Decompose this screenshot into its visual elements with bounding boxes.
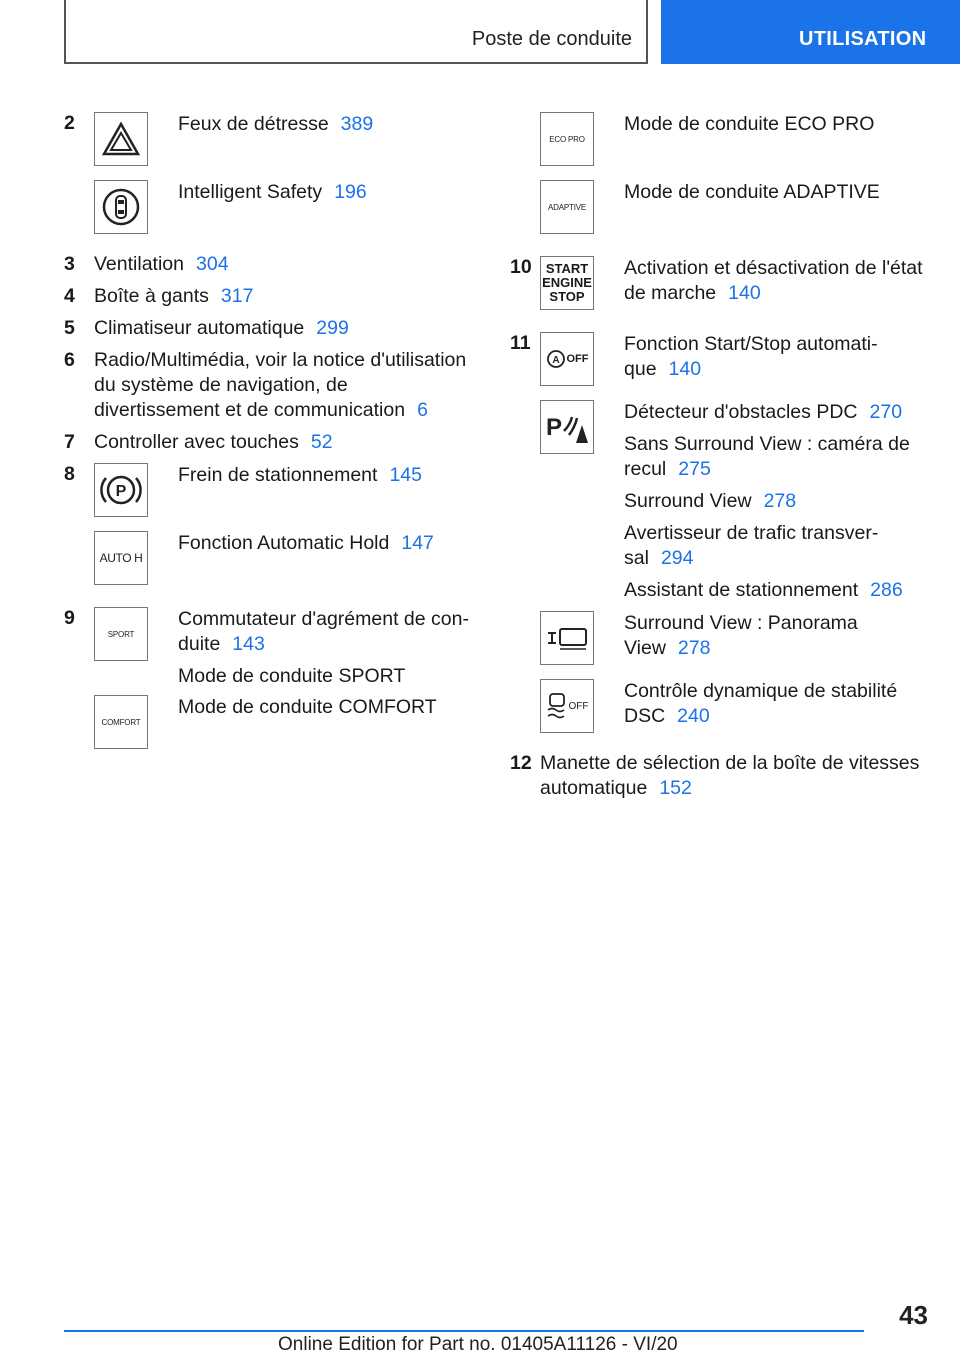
svg-text:A: A xyxy=(551,355,560,366)
icon-line: STOP xyxy=(549,289,585,304)
page-link[interactable]: 294 xyxy=(660,547,694,569)
list-item xyxy=(64,348,476,423)
list-item xyxy=(64,527,476,603)
comfort-mode-icon xyxy=(94,695,148,749)
page-link[interactable]: 140 xyxy=(668,358,702,380)
cross-traffic-label: Avertisseur de trafic transver-sal xyxy=(624,522,879,569)
surround-view-label: Surround View xyxy=(624,490,752,512)
page-link[interactable]: 6 xyxy=(417,399,428,421)
auto-hold-icon-text: AUTO H xyxy=(99,551,143,565)
start-stop-button-icon xyxy=(540,256,594,310)
page-link[interactable]: 304 xyxy=(196,253,229,275)
hazard-warning-icon xyxy=(94,112,148,166)
comfort-icon-text: COMFORT xyxy=(101,717,141,727)
list-item xyxy=(64,316,476,341)
svg-text:P: P xyxy=(546,414,563,441)
page-link[interactable]: 140 xyxy=(728,282,761,304)
left-column xyxy=(64,108,476,759)
page-link[interactable]: 278 xyxy=(763,490,797,512)
item-number: 10 xyxy=(510,256,532,278)
list-item xyxy=(510,176,930,244)
section-title: Poste de conduite xyxy=(471,28,632,50)
page-link[interactable]: 270 xyxy=(869,401,903,423)
eco-pro-icon xyxy=(540,112,594,166)
panorama-view-icon xyxy=(540,611,594,665)
item-number: 5 xyxy=(64,317,75,339)
pdc-label: Détecteur d'obstacles PDC xyxy=(624,401,858,423)
parking-brake-label: Frein de stationnement xyxy=(178,464,378,486)
list-item xyxy=(510,675,930,751)
footer-divider xyxy=(64,1330,864,1332)
footer-edition: Online Edition for Part no. 01405A11126 - VI/20 xyxy=(278,1334,678,1355)
list-item xyxy=(510,751,930,801)
glove-box-label: Boîte à gants xyxy=(94,285,209,307)
page-link[interactable]: 143 xyxy=(232,633,265,655)
gear-selector-label: Manette de sélection de la boîte de vitesses automatique xyxy=(540,752,920,799)
intelligent-safety-label: Intelligent Safety xyxy=(178,181,323,203)
page-number: 43 xyxy=(899,1300,928,1330)
list-item xyxy=(64,691,476,759)
radio-multimedia-label: Radio/Multimédia, voir la notice d'utilisation du système de navigation, de divertissement et de communication xyxy=(94,349,467,421)
rear-camera-label: Sans Surround View : caméra de recul xyxy=(624,433,910,480)
header-chapter-tab[interactable] xyxy=(661,0,960,64)
list-item xyxy=(64,176,476,244)
icon-line: ENGINE xyxy=(542,275,592,290)
list-item xyxy=(510,396,930,607)
item-number: 2 xyxy=(64,112,75,134)
park-distance-control-icon xyxy=(540,400,594,454)
item-number: 4 xyxy=(64,285,75,307)
page-link[interactable]: 299 xyxy=(316,317,349,339)
dsc-label: Contrôle dynamique de stabilité DSC xyxy=(624,680,898,727)
list-item xyxy=(510,108,930,176)
page-link[interactable]: 389 xyxy=(340,113,374,135)
parking-assistant-label: Assistant de stationnement xyxy=(624,579,859,601)
sport-icon-text: SPORT xyxy=(107,629,135,639)
driving-switch-label: Commutateur d'agrément de con-duite xyxy=(178,608,469,655)
page-link[interactable]: 145 xyxy=(389,464,422,486)
parking-brake-icon xyxy=(94,463,148,517)
item-number: 6 xyxy=(64,349,75,371)
list-item xyxy=(64,430,476,455)
page-link[interactable]: 196 xyxy=(334,181,367,203)
list-item xyxy=(64,459,476,527)
page-link[interactable]: 240 xyxy=(677,705,710,727)
right-column xyxy=(510,108,930,801)
page-link[interactable]: 147 xyxy=(401,532,434,554)
item-number: 12 xyxy=(510,752,532,774)
auto-start-stop-label: Fonction Start/Stop automati-que xyxy=(624,333,878,380)
ignition-label: Activation et désactivation de l'état de marche xyxy=(624,257,923,304)
eco-icon-text: ECO PRO xyxy=(549,134,585,144)
off-text: OFF xyxy=(566,353,589,365)
list-item xyxy=(64,252,476,277)
panorama-view-label: Surround View : Panorama View xyxy=(624,612,858,659)
adaptive-mode-icon xyxy=(540,180,594,234)
page-link[interactable]: 317 xyxy=(220,285,254,307)
item-number: 9 xyxy=(64,607,75,629)
svg-text:P: P xyxy=(115,483,127,500)
item-number: 3 xyxy=(64,253,75,275)
comfort-mode-label: Mode de conduite COMFORT xyxy=(178,696,437,718)
dsc-off-icon xyxy=(540,679,594,733)
eco-pro-label: Mode de conduite ECO PRO xyxy=(624,113,875,135)
auto-hold-label: Fonction Automatic Hold xyxy=(178,532,390,554)
chapter-title: UTILISATION xyxy=(799,28,927,50)
item-number: 7 xyxy=(64,431,75,453)
list-item xyxy=(510,328,930,396)
sport-mode-label: Mode de conduite SPORT xyxy=(178,665,406,687)
header-section-box xyxy=(64,0,648,64)
page-link[interactable]: 278 xyxy=(677,637,711,659)
page-link[interactable]: 152 xyxy=(659,777,692,799)
adaptive-mode-label: Mode de conduite ADAPTIVE xyxy=(624,181,880,203)
auto-hold-icon xyxy=(94,531,148,585)
climate-label: Climatiseur automatique xyxy=(94,317,305,339)
list-item xyxy=(510,252,930,328)
sport-mode-icon xyxy=(94,607,148,661)
page-link[interactable]: 52 xyxy=(310,431,333,453)
list-item xyxy=(64,284,476,309)
controller-label: Controller avec touches xyxy=(94,431,299,453)
page-link[interactable]: 286 xyxy=(870,579,903,601)
ventilation-label: Ventilation xyxy=(94,253,184,275)
list-item xyxy=(64,603,476,691)
adaptive-icon-text: ADAPTIVE xyxy=(548,202,586,212)
page-link[interactable]: 275 xyxy=(678,458,711,480)
list-item xyxy=(510,607,930,675)
icon-line: START xyxy=(545,261,589,276)
hazard-lights-label: Feux de détresse xyxy=(178,113,329,135)
off-text: OFF xyxy=(568,700,589,712)
intelligent-safety-icon xyxy=(94,180,148,234)
item-number: 11 xyxy=(510,332,531,354)
item-number: 8 xyxy=(64,463,75,485)
list-item xyxy=(64,108,476,176)
auto-start-stop-icon xyxy=(540,332,594,386)
